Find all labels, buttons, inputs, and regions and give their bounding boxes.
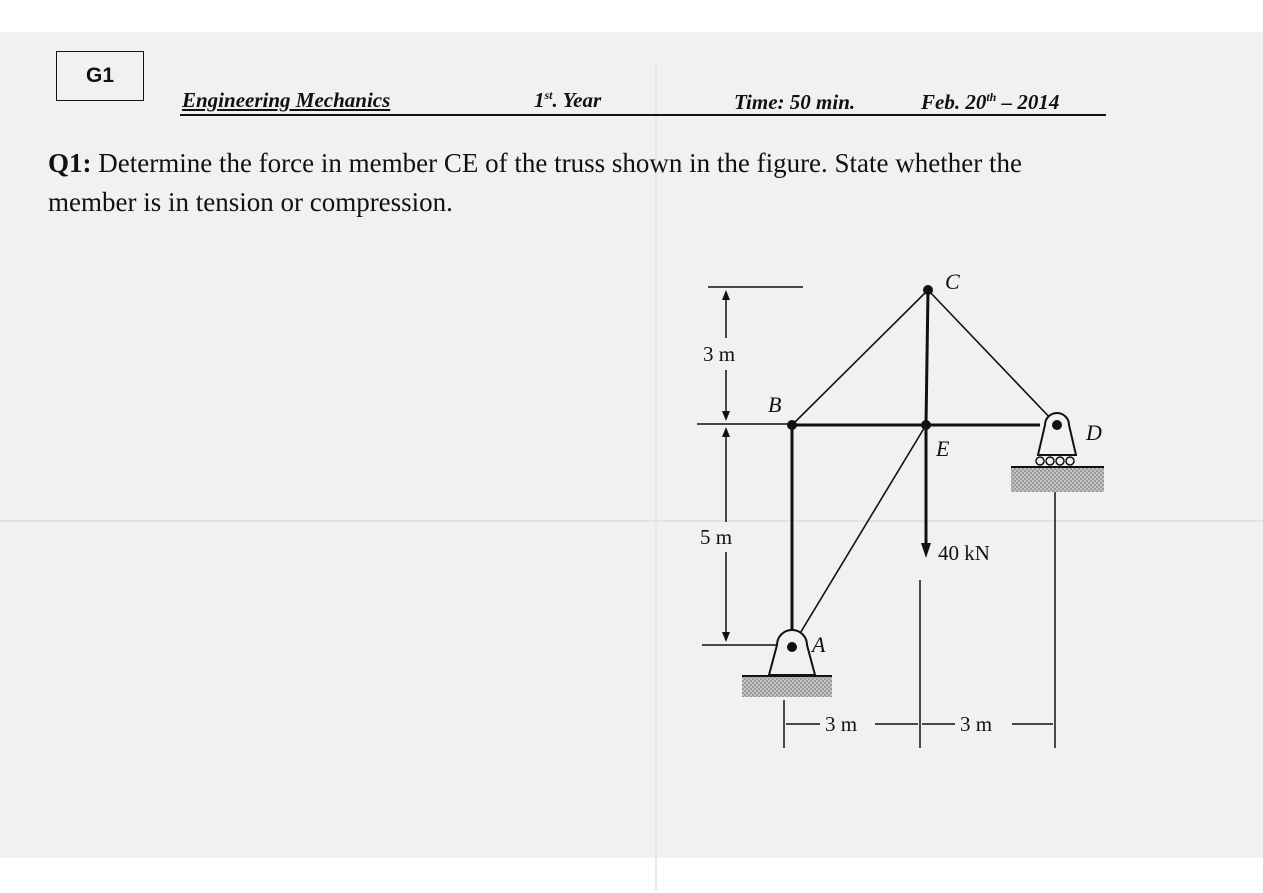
load-label: 40 kN [938, 541, 990, 565]
node-label-a: A [812, 632, 826, 657]
node-label-e: E [936, 436, 950, 461]
node-label-b: B [768, 392, 782, 417]
dimension-label-top: 3 m [703, 342, 736, 366]
time-label: Time: 50 min. [734, 90, 856, 114]
load-arrowhead [921, 543, 931, 558]
dimension-label-side: 5 m [700, 525, 733, 549]
dimension-label-bottom-left: 3 m [825, 712, 858, 736]
dimension-label-bottom-right: 3 m [960, 712, 993, 736]
subject-title: Engineering Mechanics [182, 88, 391, 112]
year-label: 1st. Year [534, 88, 602, 112]
vertical-dimension-lines [697, 287, 803, 645]
horizontal-dimension-lines [784, 480, 1055, 748]
date-label: Feb. 20th – 2014 [921, 90, 1060, 114]
question-line-2: member is in tension or compression. [48, 187, 453, 217]
question-line-1: Q1: Determine the force in member CE of the truss shown in the figure. State whether the [48, 148, 1022, 178]
node-label-d: D [1086, 420, 1102, 445]
group-label: G1 [85, 64, 114, 87]
node-label-c: C [945, 269, 960, 294]
